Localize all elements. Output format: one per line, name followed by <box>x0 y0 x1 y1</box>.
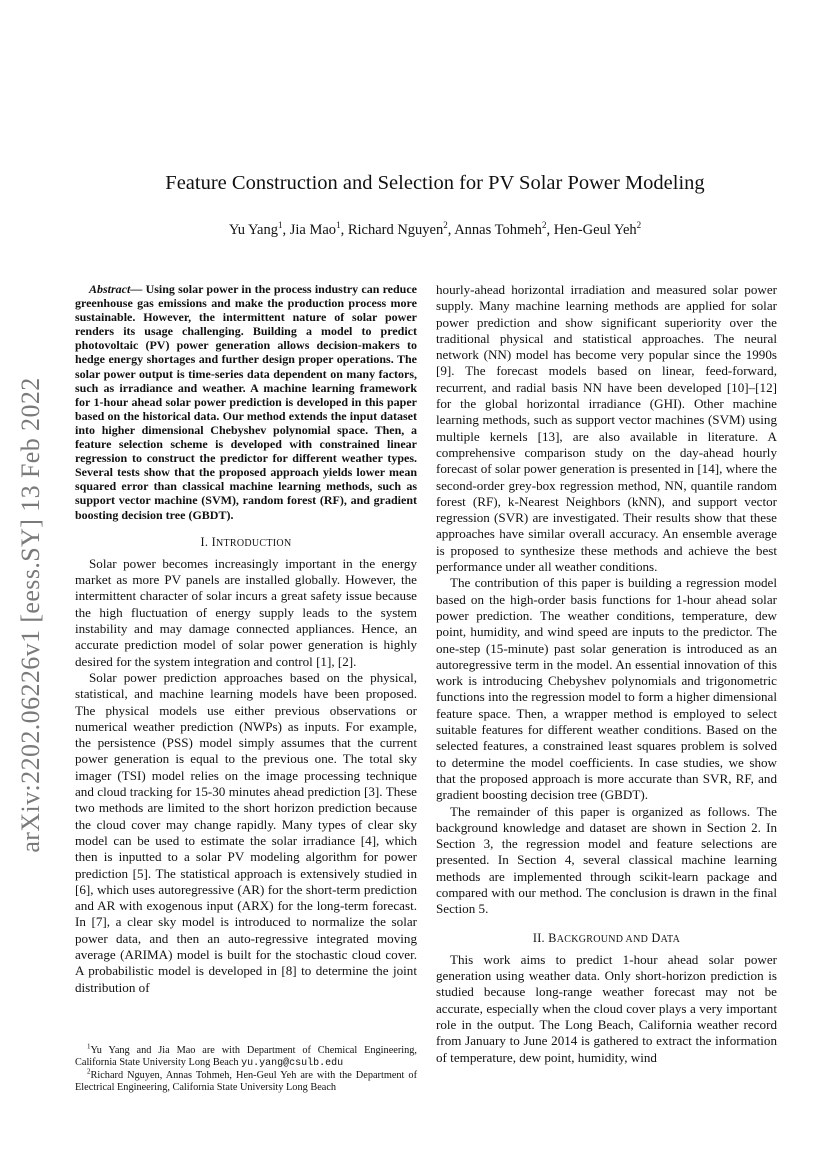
abstract-label: Abstract <box>89 282 131 296</box>
author-name: Hen-Geul Yeh <box>553 222 637 238</box>
section-heading-introduction: I. INTRODUCTION <box>200 534 292 549</box>
paragraph: The remainder of this paper is organized as follows. The background knowledge and dataset are shown in Section 2. In Section 3, the regression model and feature selections are presented. In Section 4, several classical machine learning methods are implemented through scikit-learn package and compared with our method. The conclusion is drawn in the final Section 5. <box>436 803 777 917</box>
affiliation-mark: 1 <box>336 220 341 231</box>
paper-title: Feature Construction and Selection for PV Solar Power Modeling <box>165 172 705 194</box>
author-name: Annas Tohmeh <box>454 222 542 238</box>
arxiv-identifier: arXiv:2202.06226v1 [eess.SY] 13 Feb 2022 <box>16 377 45 853</box>
paragraph-continuation: hourly-ahead horizontal irradiation and measured solar power supply. Many machine learning methods are applied for solar power prediction and show significant superiority over the traditional physical and statistical approaches. The neural network (NN) model has become very popular since the 1990s [9]. The forecast models based on linear, feed-forward, recurrent, and radial basis NN have been developed [10]–[12] for the global horizontal irradiance (GHI). Other machine learning methods, such as support vector machines (SVM) using multiple kernels [13], are also available in literature. A comprehensive comparison study on the day-ahead hourly forecast of solar power generation is presented in [14], where the second-order grey-box regression method, NN, quantile random forest (RF), k-Nearest Neighbors (kNN), and support vector regression (SVR) are investigated. Their results show that these approaches have similar overall accuracy. An ensemble average is proposed to synthesize these methods and achieve the best performance under all weather conditions. <box>436 282 777 575</box>
paragraph: This work aims to predict 1-hour ahead solar power generation using weather data. Only short-horizon prediction is studied because long-range weather forecast may not be accurate, especially when the cloud cover plays a very important role in the output. The Long Beach, California weather record from January to June 2014 is gathered to extract the information of temperature, dew point, humidity, wind <box>436 951 777 1065</box>
paragraph: Solar power becomes increasingly important in the energy market as more PV panels are installed globally. However, the intermittent character of solar incurs a great safety issue because the high fluctuation of energy supply leads to the system instability and may damage connected appliances. Hence, an accurate prediction model of solar power generation is highly desired for the system integration and control [1], [2]. <box>75 555 417 669</box>
section-heading-background: II. BACKGROUND AND DATA <box>532 930 681 945</box>
author-email: yu.yang@csulb.edu <box>241 1058 344 1069</box>
paragraph: Solar power prediction approaches based on the physical, statistical, and machine learning models have been proposed. The physical models use either previous observations or numerical weather prediction (NWPs) as inputs. For example, the persistence (PSS) model simply assumes that the current power generation is equal to the previous one. The total sky imager (TSI) model relies on the image processing technique and cloud tracking for 15-30 minutes ahead prediction [3]. These two methods are limited to the short horizon prediction because the cloud cover may change rapidly. Many types of clear sky model can be used to estimate the solar irradiance [4], which then is inputted to a solar PV modeling algorithm for power prediction [5]. The statistical approach is extensively studied in [6], which uses autoregressive (AR) for the short-term prediction and AR with exogenous input (ARX) for the long-term forecast. In [7], a clear sky model is introduced to normalize the solar power data, and then an auto-regressive integrated moving average (ARIMA) model is built for the stochastic cloud cover. A probabilistic model is developed in [8] to determine the joint distribution of <box>75 669 417 995</box>
arxiv-sidebar <box>14 360 48 870</box>
affiliation-mark: 1 <box>278 220 283 231</box>
paragraph: The contribution of this paper is building a regression model based on the high-order basis functions for 1-hour ahead solar power prediction. The weather conditions, temperature, dew point, humidity, and wind speed are inputs to the predictor. The one-step (15-minute) past solar generation is introduced as an autoregressive term in the model. An essential innovation of this work is introducing Chebyshev polynomials and trigonometric functions into the regression model to form a higher dimensional feature space. Then, a wrapper method is employed to select suitable features for different weather conditions. Based on the selected features, a constrained least squares problem is solved to determine the model coefficients. In case studies, we show that the proposed approach is more accurate than SVR, RF, and gradient boosting decision tree (GBDT). <box>436 575 777 803</box>
author-name: Jia Mao <box>289 222 337 238</box>
affiliation-mark: 2 <box>443 220 448 231</box>
affiliation-mark: 2 <box>541 220 547 231</box>
author-list: Yu Yang$^1$, Jia Mao$^1$, Richard Nguyen$^2$, Annas Tohmeh$^2$, Hen-Geul Yeh$^2$ <box>228 220 642 238</box>
abstract-text: Using solar power in the process industry can reduce greenhouse gas emissions and make the production process more sustainable. However, the intermittent nature of solar power renders its usage challenging. Building a model to predict photovoltaic (PV) power generation allows decision-makers to hedge energy shortages and further design proper operations. The solar power output is time-series data dependent on many factors, such as irradiance and weather. A machine learning framework for 1-hour ahead solar power prediction is developed in this paper based on the historical data. Our method extends the input dataset into higher dimensional Chebyshev polynomial space. Then, a feature selection scheme is developed with constrained linear regression to construct the predictor for different weather types. Several tests show that the proposed approach yields lower mean squared error than classical machine learning methods, such as support vector machine (SVM), random forest (RF), and gradient boosting decision tree (GBDT). <box>75 282 418 522</box>
footnote: $^2$Richard Nguyen, Annas Tohmeh, Hen-Geul Yeh are with the Department of Electrical Engineering, California State University Long Beach <box>75 1067 417 1093</box>
affiliation-mark: 2 <box>636 220 642 231</box>
author-name: Richard Nguyen <box>347 222 444 238</box>
left-column <box>75 282 417 996</box>
abstract: Abstract— Using solar power in the process industry can reduce greenhouse gas emissions and make the production process more sustainable. However, the intermittent nature of solar power renders its usage challenging. Building a model to predict photovoltaic (PV) power generation allows decision-makers to hedge energy shortages and further design proper operations. The solar power output is time-series data dependent on many factors, such as irradiance and weather. A machine learning framework for 1-hour ahead solar power prediction is developed in this paper based on the historical data. Our method extends the input dataset into higher dimensional Chebyshev polynomial space. Then, a feature selection scheme is developed with constrained linear regression to construct the predictor for different weather types. Several tests show that the proposed approach yields lower mean squared error than classical machine learning methods, such as support vector machine (SVM), random forest (RF), and gradient boosting decision tree (GBDT). <box>75 282 418 522</box>
author-name: Yu Yang <box>228 222 278 238</box>
footnotes <box>75 1042 417 1094</box>
right-column <box>436 282 777 1066</box>
footnote: $^1$Yu Yang and Jia Mao are with Department of Chemical Engineering, California State University Long Beach yu.yang@csulb.edu <box>75 1042 417 1069</box>
